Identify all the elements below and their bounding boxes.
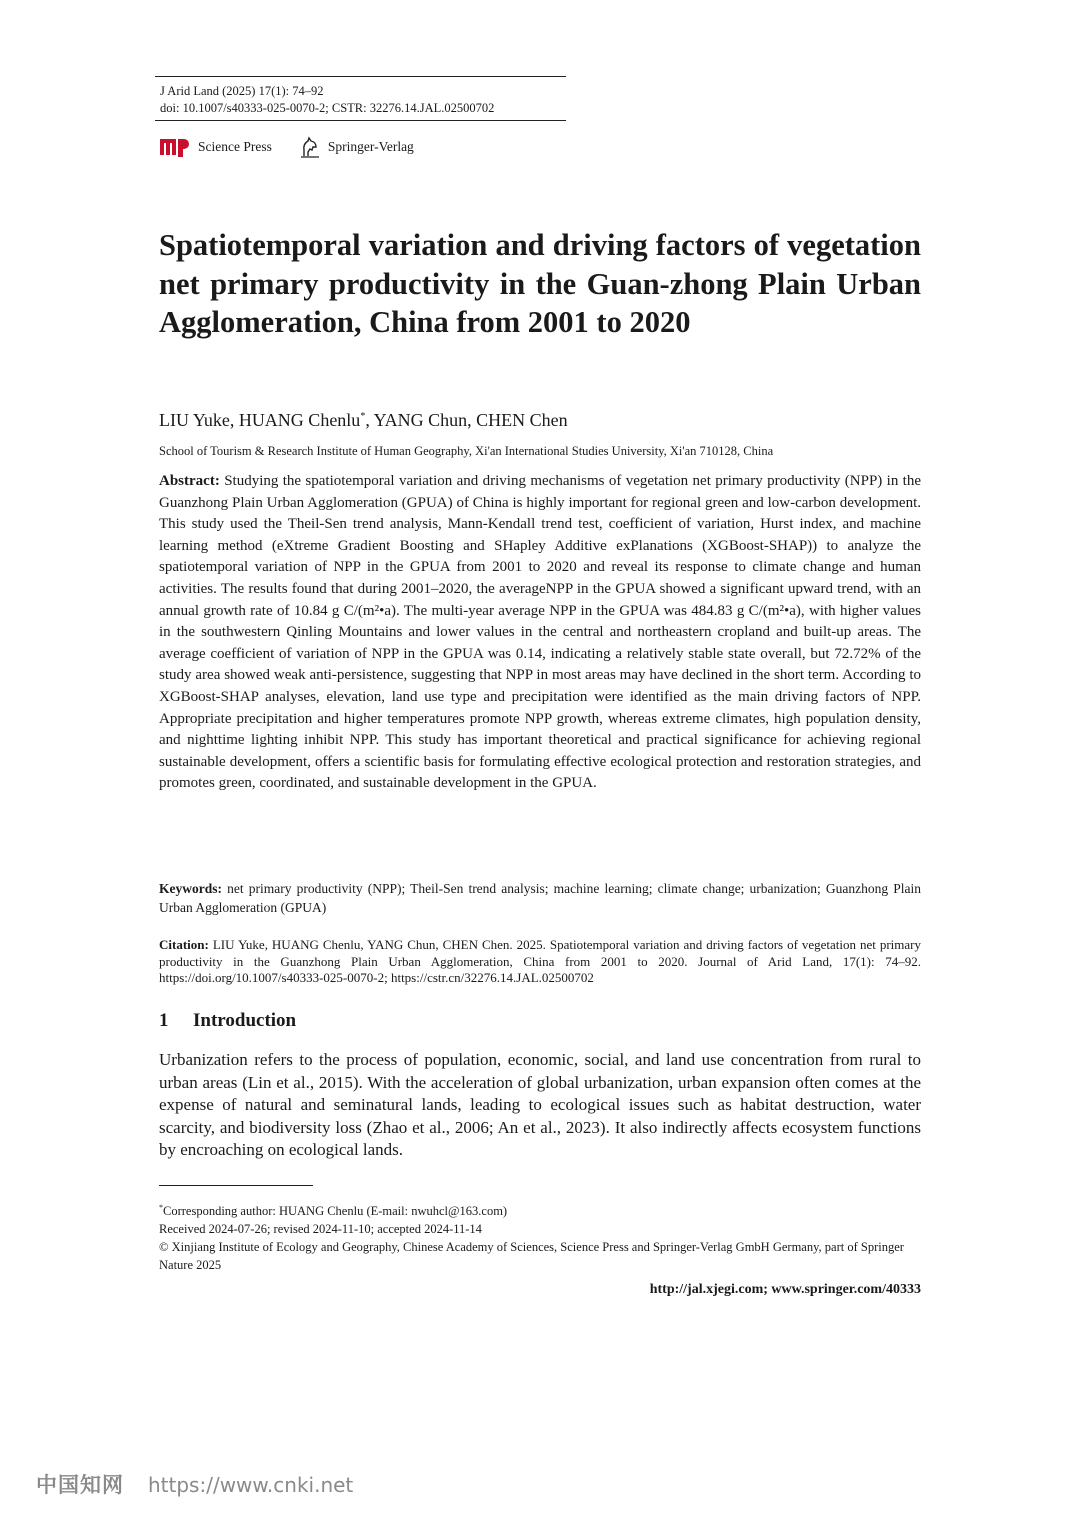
keywords-text: net primary productivity (NPP); Theil-Sen trend analysis; machine learning; climate change; urbanization; Guanzhong Plain Urban Agglomeration (GPUA) (159, 881, 921, 915)
journal-urls: http://jal.xjegi.com; www.springer.com/40333 (649, 1282, 921, 1297)
keywords-label: Keywords: (159, 881, 222, 896)
section-heading-introduction (159, 1010, 296, 1032)
springer-horse-logo-icon (300, 136, 320, 158)
journal-header (155, 76, 566, 121)
springer-label: Springer-Verlag (327, 139, 414, 154)
authors-part-1: LIU Yuke, HUANG Chenlu (159, 410, 361, 430)
doi-line: doi: 10.1007/s40333-025-0070-2; CSTR: 32276.14.JAL.02500702 (160, 101, 495, 115)
authors-part-2: , YANG Chun, CHEN Chen (365, 410, 568, 430)
footnote-copyright: © Xinjiang Institute of Ecology and Geography, Chinese Academy of Sciences, Science Press and Springer-Verlag GmbH Germany, part of Springer Nature 2025 (159, 1240, 904, 1273)
journal-citation-line: J Arid Land (2025) 17(1): 74–92 (160, 84, 324, 98)
citation-label: Citation: (159, 937, 209, 952)
footnote-marker: * (159, 1203, 163, 1212)
science-press-logo-icon (160, 137, 190, 157)
corresponding-marker: * (360, 411, 366, 422)
footnote-rule (159, 1185, 313, 1186)
footnotes (159, 1199, 921, 1274)
watermark-url: https://www.cnki.net (148, 1473, 354, 1497)
section-number: 1 (159, 1010, 169, 1031)
cnki-watermark (36, 1469, 353, 1499)
abstract-text: Studying the spatiotemporal variation and driving mechanisms of vegetation net primary productivity (NPP) in the Guanzhong Plain Urban Agglomeration (GPUA) of China is highly important for regional green and low-carbon development. This study used the Theil-Sen trend analysis, Mann-Kendall trend test, coefficient of variation, Hurst index, and machine learning method (eXtreme Gradient Boosting and SHapley Additive exPlanations (XGBoost-SHAP)) to analyze the spatiotemporal variation of NPP in the GPUA from 2001 to 2020 and reveal its response to climate change and human activities. The results found that during 2001–2020, the averageNPP in the GPUA showed a significant upward trend, with an annual growth rate of 10.84 g C/(m²•a). The multi-year average NPP in the GPUA was 484.83 g C/(m²•a), with higher values in the southwestern Qinling Mountains and lower values in the central and northeastern cropland and built-up areas. The average coefficient of variation of NPP in the GPUA was 0.14, indicating a relatively stable state overall, but 72.72% of the study area showed weak anti-persistence, suggesting that NPP in most areas may have declined in the short term. According to XGBoost-SHAP analyses, elevation, land use type and precipitation were identified as the main driving factors of NPP. Appropriate precipitation and higher temperatures promote NPP growth, whereas extreme climates, high population density, and nighttime lighting inhibit NPP. This study has important theoretical and practical significance for achieving regional sustainable development, offers a scientific basis for formulating effective ecological protection and restoration strategies, and promotes green, coordinated, and sustainable development in the GPUA. (159, 473, 922, 792)
abstract-label: Abstract: (159, 473, 220, 489)
abstract (159, 471, 921, 795)
footnote-corresponding (159, 1199, 921, 1220)
watermark-brand: 中国知网 (36, 1473, 124, 1497)
citation (159, 937, 921, 987)
header-rule-bottom (155, 120, 566, 121)
affiliation: School of Tourism & Research Institute of Human Geography, Xi'an International Studies University, Xi'an 710128, China (159, 444, 774, 458)
science-press-label: Science Press (198, 139, 272, 154)
author-list (159, 410, 568, 431)
header-rule-top (155, 76, 566, 77)
keywords (159, 879, 921, 917)
footnote-received: Received 2024-07-26; revised 2024-11-10; accepted 2024-11-14 (159, 1222, 482, 1237)
section-title: Introduction (193, 1010, 297, 1031)
publisher-bar (160, 135, 414, 159)
corresponding-author-text: Corresponding author: HUANG Chenlu (E-mail: nwuhcl@163.com) (163, 1204, 508, 1219)
paper-title: Spatiotemporal variation and driving factors of vegetation net primary productivity in the Guan-zhong Plain Urban Agglomeration, China from 2001 to 2020 (159, 228, 921, 339)
introduction-paragraph: Urbanization refers to the process of population, economic, social, and land use concentration from rural to urban areas (Lin et al., 2015). With the acceleration of global urbanization, urban expansion often comes at the expense of natural and seminatural lands, leading to ecological issues such as habitat destruction, water scarcity, and biodiversity loss (Zhao et al., 2006; An et al., 2023). It also indirectly affects ecosystem functions by encroaching on ecological lands. (159, 1050, 921, 1159)
citation-text: LIU Yuke, HUANG Chenlu, YANG Chun, CHEN Chen. 2025. Spatiotemporal variation and driving factors of vegetation net primary productivity in the Guanzhong Plain Urban Agglomeration, China from 2001 to 2020. Journal of Arid Land, 17(1): 74–92. https://doi.org/10.1007/s40333-025-0070-2; https://cstr.cn/32276.14.JAL.02500702 (159, 937, 921, 985)
